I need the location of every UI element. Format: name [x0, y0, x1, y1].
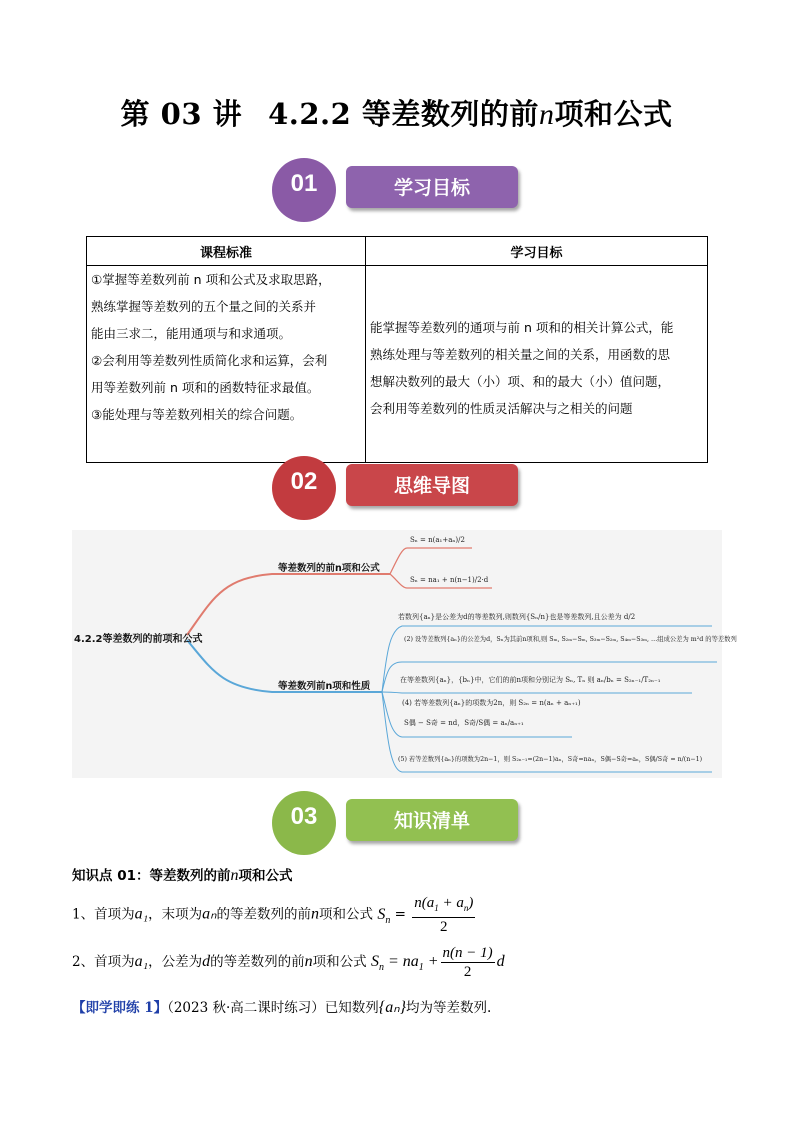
table-header-goals: 学习目标	[366, 237, 708, 266]
mind-map-formula-1: Sₙ = n(a₁+aₙ)/2	[410, 536, 465, 544]
mind-map-property-5: S偶 − S奇 = nd，S奇/S偶 = aₙ/aₙ₊₁	[404, 719, 524, 727]
table-header-standard: 课程标准	[87, 237, 366, 266]
formula-sum-2: $S_n = na_1$ +	[370, 953, 439, 974]
mind-map-property-3: 在等差数列{aₙ}，{bₙ}中，它们的前n项和分别记为 Sₙ, Tₙ 则 aₙ/bₙ = S₂ₙ₋₁/T₂ₙ₋₁	[400, 676, 661, 684]
standard-cell: ①掌握等差数列前 n 项和公式及求取思路， 熟练掌握等差数列的五个量之间的关系并 能由三求二，能用通项与和求通项。 ②会利用等差数列性质简化求和运算，会利 用等差数列前 n 项和的函数特征求最值。 ③能处理与等差数列相关的综合问题。	[87, 266, 366, 463]
page-title: 第 03 讲 4.2.2 等差数列的前n项和公式	[120, 97, 673, 131]
mind-map-branch-sum-formula: 等差数列的前n项和公式	[278, 563, 380, 574]
knowledge-heading: 知识点 01：等差数列的前n项和公式	[72, 867, 293, 884]
practice-line: 【即学即练 1】（2023 秋·高二课时练习）已知数列{aₙ}均为等差数列.	[72, 999, 492, 1016]
practice-tag: 【即学即练 1】	[72, 1000, 168, 1016]
mind-map-property-4: (4) 若等差数列{aₙ}的项数为2n，则 S₂ₙ = n(aₙ + aₙ₊₁)	[402, 699, 581, 707]
goals-cell: 能掌握等差数列的通项与前 n 项和的相关计算公式，能 熟练处理与等差数列的相关量之间的关系，用函数的思 想解决数列的最大（小）项、和的最大（小）值问题， 会利用等差数列的性质灵活解决与之相关的问题	[366, 266, 708, 463]
mind-map-formula-2: Sₙ = na₁ + n(n−1)/2·d	[410, 576, 489, 584]
objectives-table	[86, 236, 708, 463]
mind-map-property-1: 若数列{aₙ}是公差为d的等差数列,则数列{Sₙ/n}也是等差数列,且公差为 d/2	[398, 613, 636, 621]
mind-map-branch-sum-properties: 等差数列前n项和性质	[278, 681, 371, 692]
knowledge-item-1: 1、首项为a₁，末项为aₙ的等差数列的前n项和公式 $S_n$ = $\frac{n(a_1 + a_n)}{2}$	[72, 895, 474, 935]
mind-map	[72, 530, 737, 778]
formula-sum-1: $S_n$	[377, 905, 391, 926]
mind-map-root: 4.2.2等差数列的前项和公式	[74, 634, 203, 645]
knowledge-item-2: 2、首项为a₁，公差为d的等差数列的前n项和公式 $S_n = na_1$ + $\frac{n(n - 1)}{2}$ d	[72, 945, 505, 980]
mind-map-connectors	[72, 530, 722, 778]
mind-map-property-6: (5) 若等差数列{aₙ}的项数为2n−1，则 S₂ₙ₋₁=(2n−1)aₙ，S奇=naₙ，S偶−S奇=aₙ，S偶/S奇 = n/(n−1)	[398, 756, 703, 763]
mind-map-property-2: (2) 设等差数列{aₙ}的公差为d，Sₙ为其前n项和,则 Sₘ, S₂ₘ−Sₘ, S₃ₘ−S₂ₘ, S₄ₘ−S₃ₘ, …组成公差为 m²d 的等差数列	[404, 636, 737, 643]
